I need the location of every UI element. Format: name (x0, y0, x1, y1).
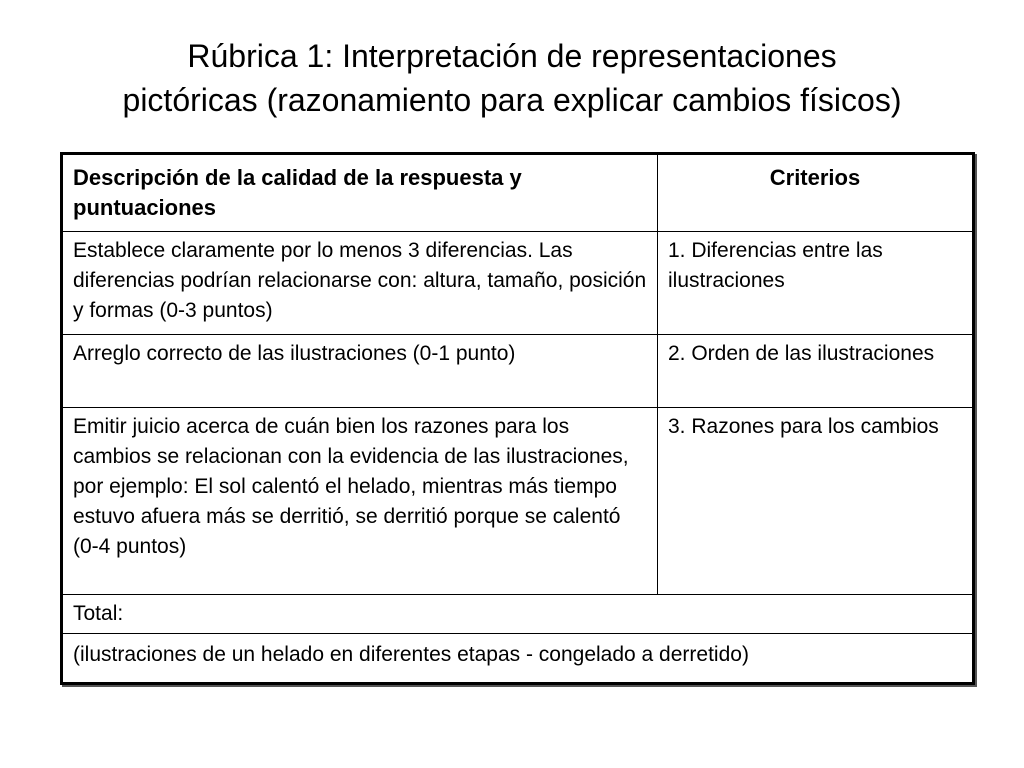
row-description: Emitir juicio acerca de cuán bien los razones para los cambios se relacionan con la evidencia de las ilustraciones, por ejemplo: El sol calentó el helado, mientras más tiempo estuvo afuera más se derritió, se derritió porque se calentó (0-4 puntos) (62, 408, 658, 595)
table-header-row (62, 154, 974, 232)
note-row (62, 634, 974, 684)
slide-title-line-2: pictóricas (razonamiento para explicar cambios físicos) (122, 82, 902, 118)
slide-title (0, 34, 1024, 122)
row-description: Arreglo correcto de las ilustraciones (0-1 punto) (62, 335, 658, 408)
row-criteria: 3. Razones para los cambios (658, 408, 974, 595)
header-description: Descripción de la calidad de la respuesta y puntuaciones (62, 154, 658, 232)
total-label: Total: (62, 595, 974, 634)
row-criteria: 1. Diferencias entre las ilustraciones (658, 232, 974, 335)
row-description: Establece claramente por lo menos 3 diferencias. Las diferencias podrían relacionarse con: altura, tamaño, posición y formas (0-3 puntos) (62, 232, 658, 335)
rubric-table (60, 152, 975, 685)
row-criteria: 2. Orden de las ilustraciones (658, 335, 974, 408)
slide-title-line-1: Rúbrica 1: Interpretación de representaciones (187, 38, 837, 74)
table-row (62, 408, 974, 595)
table-row (62, 335, 974, 408)
table-row (62, 232, 974, 335)
table-note: (ilustraciones de un helado en diferentes etapas - congelado a derretido) (62, 634, 974, 684)
total-row (62, 595, 974, 634)
header-criteria: Criterios (658, 154, 974, 232)
